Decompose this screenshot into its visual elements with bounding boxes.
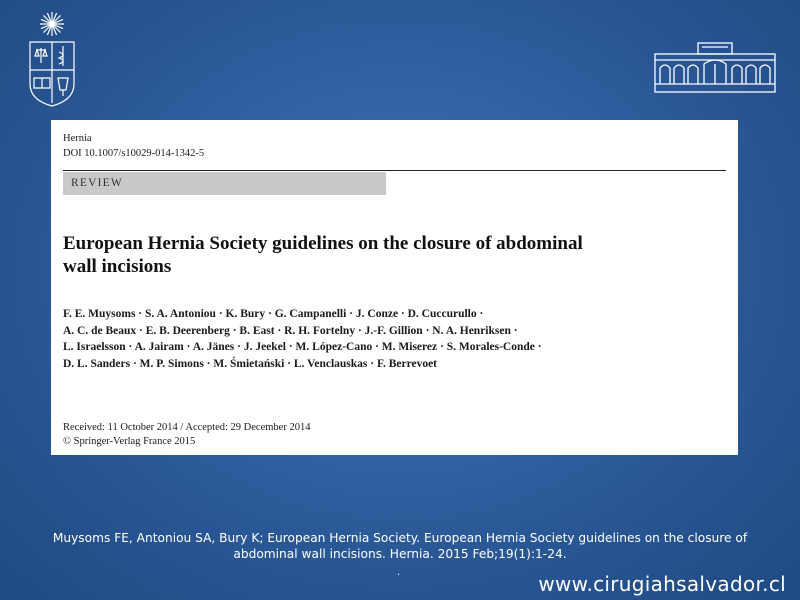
author-line: L. Israelsson · A. Jairam · A. Jänes · J. Jeekel · M. López-Cano · M. Miserez · S. Morales-Conde ·: [63, 341, 542, 353]
journal-name: Hernia: [63, 133, 92, 144]
hospital-building-icon: [652, 40, 778, 94]
article-title: [63, 232, 703, 278]
copyright-notice: © Springer-Verlag France 2015: [63, 436, 196, 447]
article-title-line: wall incisions: [63, 256, 172, 277]
section-bar: [63, 172, 386, 195]
footer-dot: .: [397, 567, 401, 578]
citation-caption: [30, 530, 770, 562]
header-divider: [63, 170, 726, 171]
website-url: www.cirugiahsalvador.cl: [538, 572, 786, 596]
author-line: F. E. Muysoms · S. A. Antoniou · K. Bury · G. Campanelli · J. Conze · D. Cuccurullo ·: [63, 308, 484, 320]
section-label: REVIEW: [71, 177, 123, 189]
citation-line: abdominal wall incisions. Hernia. 2015 Feb;19(1):1-24.: [233, 547, 567, 561]
author-line: A. C. de Beaux · E. B. Deerenberg · B. East · R. H. Fortelny · J.-F. Gillion · N. A. Henriksen ·: [63, 324, 518, 337]
doi-text: DOI 10.1007/s10029-014-1342-5: [63, 148, 205, 159]
article-header-image: [51, 120, 738, 455]
citation-line: Muysoms FE, Antoniou SA, Bury K; European Hernia Society. European Hernia Society guidelines on the closure of: [52, 531, 748, 545]
received-accepted-dates: Received: 11 October 2014 / Accepted: 29 December 2014: [63, 422, 311, 433]
article-title-line: European Hernia Society guidelines on the closure of abdominal: [63, 233, 583, 254]
author-list: [63, 306, 723, 372]
university-crest-icon: [22, 8, 82, 108]
author-line: D. L. Sanders · M. P. Simons · M. Śmietański · L. Venclauskas · F. Berrevoet: [63, 357, 438, 370]
